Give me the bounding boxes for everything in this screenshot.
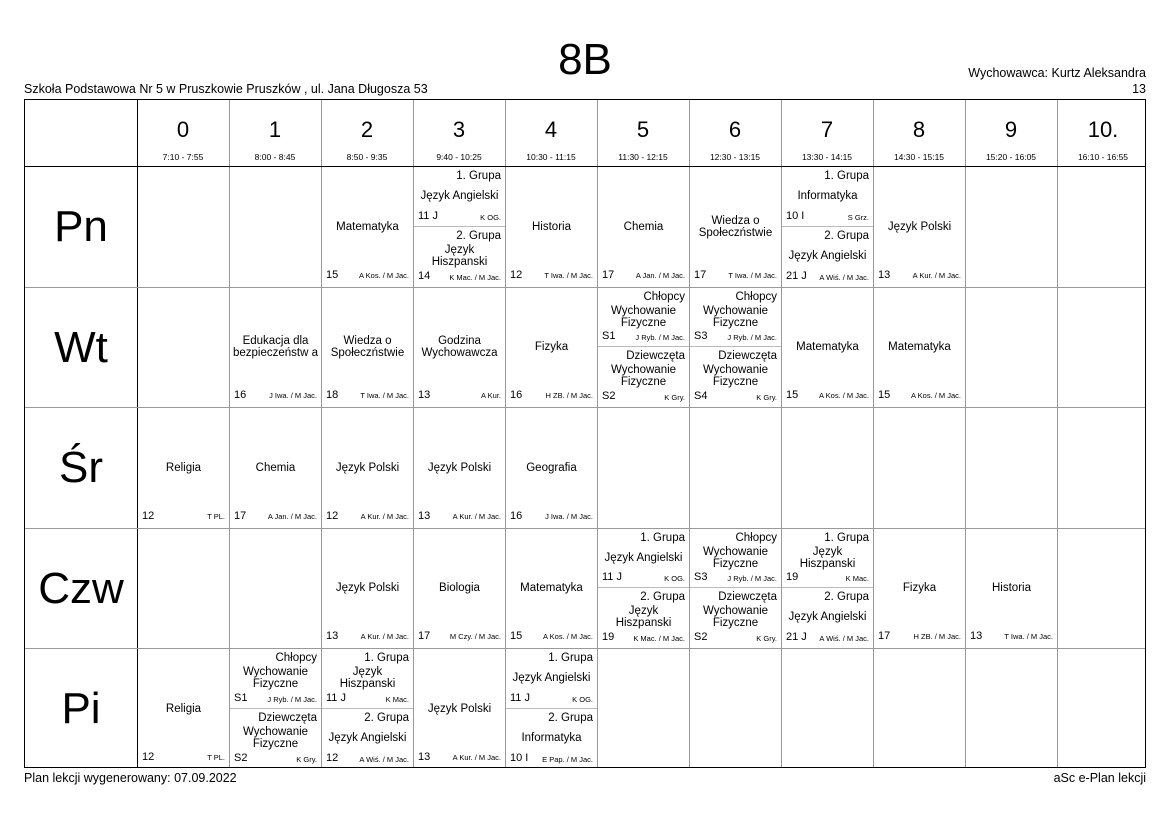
lesson-teacher: J Iwa. / M Jac. <box>545 511 593 521</box>
period-time: 16:10 - 16:55 <box>1077 152 1129 162</box>
lesson-teacher: H ZB. / M Jac. <box>913 632 961 641</box>
group-subject: Język Angielski <box>788 611 867 624</box>
lesson-cell <box>782 167 873 287</box>
period-time: 14:30 - 15:15 <box>893 152 945 162</box>
group-room: 19 <box>602 631 615 643</box>
lesson-teacher: A Kur. / M Jac. <box>452 752 501 762</box>
group-subject: Wychowanie Fizyczne <box>242 725 309 750</box>
lesson-subject: Fizyka <box>534 341 569 354</box>
group-room: 11 J <box>602 571 622 584</box>
group-room: S2 <box>234 751 248 764</box>
lesson-room: 13 <box>418 509 431 522</box>
group-subject: Język Angielski <box>604 551 683 564</box>
lesson-cell <box>230 408 321 528</box>
group-teacher: K OG. <box>664 574 685 584</box>
group-room: 14 <box>418 269 431 282</box>
period-time: 13:30 - 14:15 <box>801 152 853 162</box>
group-subject: Wychowanie Fizyczne <box>610 304 677 329</box>
lesson-subject: Język Polski <box>335 582 400 595</box>
homeroom-room-number: 13 <box>1132 82 1146 96</box>
group-subject: Informatyka <box>797 190 858 202</box>
lesson-teacher: A Kur. / M Jac. <box>912 270 961 280</box>
group-subject: Język Angielski <box>788 249 867 262</box>
day-label: Wt <box>54 322 108 372</box>
period-header <box>321 100 413 166</box>
group-label: 2. Grupa <box>456 229 501 242</box>
lesson-teacher: A Kos. / M Jac. <box>358 270 409 280</box>
group-teacher: J Ryb. / M Jac. <box>635 333 685 343</box>
period-header <box>137 100 229 166</box>
lesson-subject: Historia <box>992 582 1031 595</box>
period-number: 8 <box>912 117 926 142</box>
group-room: 10 I <box>510 751 529 764</box>
lesson-subject: Język Polski <box>887 220 952 233</box>
lesson-room: 17 <box>602 268 615 281</box>
lesson-cell <box>322 167 413 287</box>
group-teacher: S Grz. <box>847 212 869 222</box>
group-teacher: K OG. <box>572 694 593 704</box>
group-room: 12 <box>326 751 339 764</box>
day-label: Pi <box>61 684 101 733</box>
lesson-cell <box>322 649 413 769</box>
group-teacher: K Gry. <box>296 754 317 764</box>
lesson-cell <box>414 288 505 408</box>
group-separator <box>782 226 873 227</box>
period-time: 8:00 - 8:45 <box>254 152 296 162</box>
lesson-teacher: T PL. <box>207 511 225 521</box>
group-separator <box>414 226 505 227</box>
generator-credit: aSc e-Plan lekcji <box>1053 771 1146 785</box>
lesson-teacher: A Jan. / M Jac. <box>267 511 317 521</box>
group-room: S3 <box>694 330 708 343</box>
lesson-cell <box>874 529 965 649</box>
group-teacher: J Ryb. / M Jac. <box>727 574 777 584</box>
group-teacher: A Wiś. / M Jac. <box>819 634 869 643</box>
lesson-subject: Religia <box>165 461 202 474</box>
lesson-teacher: T Iwa. / M Jac. <box>544 270 593 280</box>
period-number: 0 <box>176 117 190 142</box>
lesson-cell <box>414 649 505 769</box>
group-subject: Język Hiszpanski <box>339 666 396 690</box>
lesson-room: 15 <box>326 268 339 281</box>
group-label: 1. Grupa <box>824 170 869 182</box>
period-number: 3 <box>452 117 466 142</box>
group-room: 11 J <box>418 209 438 222</box>
group-label: 2. Grupa <box>824 229 869 242</box>
lesson-cell <box>414 408 505 528</box>
lesson-subject: Chemia <box>255 461 296 474</box>
group-room: S1 <box>602 330 616 343</box>
group-teacher: J Ryb. / M Jac. <box>267 694 317 704</box>
group-label: Chłopcy <box>643 290 685 303</box>
lesson-teacher: H ZB. / M Jac. <box>545 391 593 400</box>
day-label: Śr <box>59 443 103 492</box>
lesson-cell <box>138 649 229 769</box>
lesson-teacher: A Kos. / M Jac. <box>910 391 961 400</box>
lesson-subject: Religia <box>165 702 202 715</box>
group-room: 19 <box>786 571 799 584</box>
lesson-subject: Matematyka <box>888 341 951 354</box>
group-teacher: K Gry. <box>756 393 777 402</box>
lesson-cell <box>506 167 597 287</box>
group-teacher: K Mac. <box>845 574 869 584</box>
group-label: Dziewczęta <box>718 350 777 363</box>
lesson-subject: Wiedza o Społeczństwie <box>330 335 405 360</box>
group-label: 1. Grupa <box>456 170 501 182</box>
lesson-cell <box>322 529 413 649</box>
group-subject: Wychowanie Fizyczne <box>610 364 677 389</box>
group-room: S4 <box>694 390 708 402</box>
period-header <box>965 100 1057 166</box>
lesson-teacher: A Kos. / M Jac. <box>542 632 593 641</box>
group-label: Dziewczęta <box>258 711 317 724</box>
lesson-cell <box>690 288 781 408</box>
lesson-subject: Matematyka <box>520 582 583 595</box>
group-subject: Wychowanie Fizyczne <box>242 666 309 690</box>
lesson-cell <box>690 529 781 649</box>
lesson-cell <box>506 408 597 528</box>
group-room: S3 <box>694 571 708 584</box>
school-name: Szkoła Podstawowa Nr 5 w Pruszkowie Pruszków , ul. Jana Długosza 53 <box>24 82 428 96</box>
lesson-room: 13 <box>326 630 339 642</box>
group-teacher: K OG. <box>480 212 501 222</box>
group-label: Dziewczęta <box>718 591 777 604</box>
group-subject: Język Angielski <box>328 731 407 744</box>
group-separator <box>598 587 689 588</box>
group-teacher: J Ryb. / M Jac. <box>727 333 777 343</box>
period-time: 9:40 - 10:25 <box>436 152 482 162</box>
group-subject: Język Angielski <box>420 190 499 202</box>
group-room: S2 <box>694 631 708 643</box>
group-separator <box>598 346 689 347</box>
group-separator <box>322 708 413 709</box>
group-separator <box>782 587 873 588</box>
group-label: 1. Grupa <box>640 531 685 544</box>
period-time: 10:30 - 11:15 <box>526 152 576 162</box>
lesson-cell <box>782 288 873 408</box>
lesson-cell <box>782 529 873 649</box>
lesson-room: 12 <box>326 509 339 522</box>
group-subject: Język Angielski <box>512 672 591 684</box>
lesson-subject: Chemia <box>623 220 664 233</box>
lesson-cell <box>322 288 413 408</box>
lesson-cell <box>230 649 321 769</box>
period-header <box>597 100 689 166</box>
lesson-room: 17 <box>878 630 891 642</box>
period-header <box>781 100 873 166</box>
lesson-room: 12 <box>142 750 155 763</box>
group-teacher: K Mac. / M Jac. <box>449 272 501 282</box>
period-time: 12:30 - 13:15 <box>709 152 761 162</box>
group-room: 11 J <box>326 691 346 704</box>
lesson-teacher: A Kur. <box>480 391 501 400</box>
period-header <box>1057 100 1149 166</box>
group-label: 2. Grupa <box>364 711 409 724</box>
lesson-cell <box>506 529 597 649</box>
period-time: 11:30 - 12:15 <box>618 152 668 162</box>
homeroom-teacher: Wychowawca: Kurtz Aleksandra <box>968 66 1146 80</box>
lesson-teacher: A Kur. / M Jac. <box>452 511 501 521</box>
group-subject: Język Hiszpanski <box>615 605 672 630</box>
group-subject: Wychowanie Fizyczne <box>702 304 769 329</box>
column-divider <box>1057 100 1058 767</box>
lesson-teacher: A Jan. / M Jac. <box>635 270 685 280</box>
lesson-teacher: M Czy. / M Jac. <box>449 632 501 641</box>
lesson-teacher: A Kur. / M Jac. <box>360 511 409 521</box>
group-label: 1. Grupa <box>548 652 593 664</box>
lesson-room: 18 <box>326 389 339 401</box>
lesson-subject: Język Polski <box>427 461 492 474</box>
group-room: 21 J <box>786 269 807 282</box>
day-label: Czw <box>38 563 124 613</box>
lesson-room: 16 <box>234 389 247 401</box>
lesson-room: 15 <box>510 630 523 642</box>
group-room: S2 <box>602 390 616 402</box>
group-subject: Wychowanie Fizyczne <box>702 364 769 389</box>
lesson-subject: Wiedza o Społeczństwie <box>698 214 773 239</box>
lesson-subject: Biologia <box>439 582 480 595</box>
lesson-teacher: T Iwa. / M Jac. <box>728 270 777 280</box>
group-label: Chłopcy <box>735 531 777 544</box>
lesson-room: 13 <box>418 750 431 763</box>
lesson-subject: Godzina Wychowawcza <box>421 335 498 360</box>
period-number: 10. <box>1087 117 1119 142</box>
lesson-room: 16 <box>510 389 523 401</box>
period-time: 7:10 - 7:55 <box>162 152 204 162</box>
group-label: Chłopcy <box>735 290 777 303</box>
lesson-subject: Matematyka <box>336 220 399 233</box>
group-teacher: K Mac. / M Jac. <box>633 634 685 643</box>
lesson-cell <box>230 288 321 408</box>
lesson-cell <box>414 167 505 287</box>
group-teacher: E Pap. / M Jac. <box>542 754 593 764</box>
lesson-subject: Język Polski <box>427 702 492 715</box>
lesson-cell <box>506 649 597 769</box>
lesson-room: 13 <box>418 389 431 401</box>
group-separator <box>690 587 781 588</box>
timetable-grid <box>24 99 1146 768</box>
lesson-room: 15 <box>786 389 799 401</box>
lesson-cell <box>322 408 413 528</box>
period-time: 15:20 - 16:05 <box>985 152 1037 162</box>
group-teacher: K Gry. <box>664 393 685 402</box>
group-separator <box>230 708 321 709</box>
period-header <box>873 100 965 166</box>
lesson-subject: Fizyka <box>902 582 937 595</box>
period-number: 2 <box>360 117 374 142</box>
group-room: 21 J <box>786 631 807 643</box>
period-number: 6 <box>728 117 742 142</box>
lesson-cell <box>874 167 965 287</box>
lesson-subject: Język Polski <box>335 461 400 474</box>
group-label: 1. Grupa <box>824 531 869 544</box>
group-label: 2. Grupa <box>548 711 593 724</box>
lesson-cell <box>874 288 965 408</box>
group-room: 10 I <box>786 209 805 222</box>
period-header <box>689 100 781 166</box>
lesson-room: 16 <box>510 509 523 522</box>
group-label: Chłopcy <box>275 652 317 664</box>
group-separator <box>506 708 597 709</box>
lesson-teacher: T Iwa. / M Jac. <box>360 391 409 400</box>
period-number: 1 <box>268 117 282 142</box>
group-subject: Język Hiszpanski <box>431 243 488 268</box>
period-header <box>229 100 321 166</box>
lesson-room: 17 <box>418 630 431 642</box>
lesson-room: 17 <box>234 509 247 522</box>
period-header <box>413 100 505 166</box>
lesson-cell <box>598 529 689 649</box>
lesson-teacher: A Kos. / M Jac. <box>818 391 869 400</box>
group-room: 11 J <box>510 691 530 704</box>
group-subject: Wychowanie Fizyczne <box>702 545 769 570</box>
lesson-room: 17 <box>694 268 707 281</box>
lesson-room: 12 <box>142 509 155 522</box>
lesson-cell <box>414 529 505 649</box>
group-teacher: A Wiś. / M Jac. <box>359 754 409 764</box>
lesson-subject: Geografia <box>526 461 577 474</box>
period-number: 9 <box>1004 117 1018 142</box>
day-label: Pn <box>54 202 108 251</box>
lesson-room: 12 <box>510 268 523 281</box>
period-number: 5 <box>636 117 650 142</box>
group-subject: Język Hiszpanski <box>799 545 856 570</box>
group-room: S1 <box>234 691 248 704</box>
class-title: 8B <box>558 35 612 84</box>
lesson-subject: Edukacja dla bezpieczeństw a <box>232 335 319 360</box>
lesson-cell <box>690 167 781 287</box>
period-number: 7 <box>820 117 834 142</box>
period-time: 8:50 - 9:35 <box>346 152 388 162</box>
lesson-teacher: J Iwa. / M Jac. <box>269 391 317 400</box>
lesson-teacher: T Iwa. / M Jac. <box>1004 632 1053 641</box>
period-number: 4 <box>544 117 558 142</box>
group-label: 1. Grupa <box>364 652 409 664</box>
lesson-cell <box>966 529 1057 649</box>
period-header <box>505 100 597 166</box>
lesson-subject: Matematyka <box>796 341 859 354</box>
group-separator <box>690 346 781 347</box>
lesson-cell <box>598 167 689 287</box>
lesson-cell <box>598 288 689 408</box>
lesson-room: 13 <box>970 630 983 642</box>
group-teacher: K Mac. <box>385 694 409 704</box>
group-label: 2. Grupa <box>824 591 869 604</box>
lesson-cell <box>138 408 229 528</box>
lesson-teacher: T PL. <box>207 752 225 762</box>
lesson-teacher: A Kur. / M Jac. <box>360 632 409 641</box>
lesson-subject: Historia <box>532 220 571 233</box>
group-subject: Informatyka <box>521 731 582 744</box>
column-divider <box>965 100 966 767</box>
group-label: Dziewczęta <box>626 350 685 363</box>
lesson-room: 13 <box>878 268 891 281</box>
group-teacher: K Gry. <box>756 634 777 643</box>
lesson-cell <box>506 288 597 408</box>
group-subject: Wychowanie Fizyczne <box>702 605 769 630</box>
generated-date: Plan lekcji wygenerowany: 07.09.2022 <box>24 771 237 785</box>
lesson-room: 15 <box>878 389 891 401</box>
group-label: 2. Grupa <box>640 591 685 604</box>
group-teacher: A Wiś. / M Jac. <box>819 272 869 282</box>
